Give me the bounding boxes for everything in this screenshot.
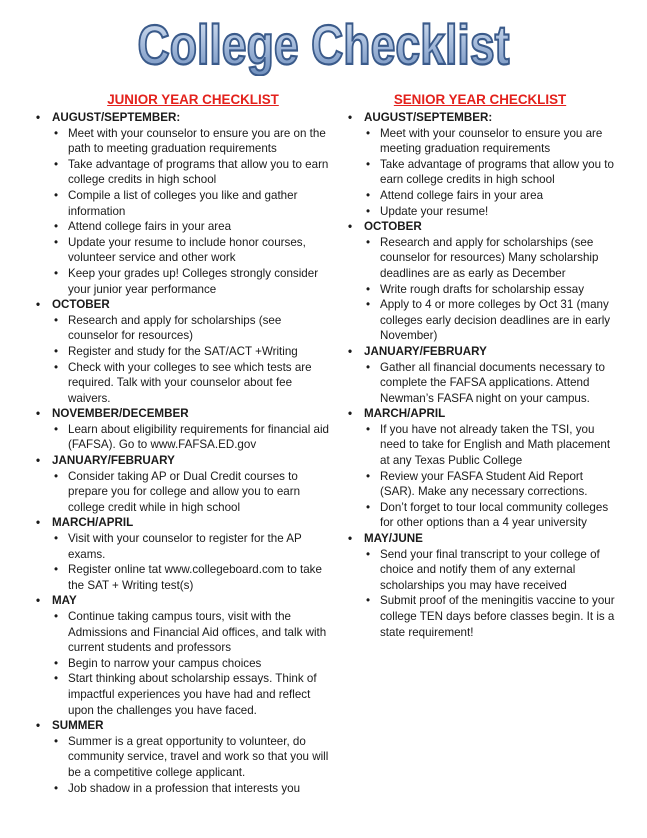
checklist-item: • Gather all financial documents necessary to complete the FAFSA applications. Attend Newman’s FASFA night on your campus. — [364, 360, 616, 407]
checklist-items — [364, 360, 616, 407]
checklist-item: • Update your resume! — [364, 204, 616, 220]
checklist-item: • If you have not already taken the TSI, you need to take for English and Math placement at any Texas Public College — [364, 422, 616, 469]
senior-sections — [344, 110, 616, 640]
section-title: • JANUARY/FEBRUARY — [52, 454, 175, 468]
section-title: • AUGUST/SEPTEMBER: — [364, 111, 493, 124]
checklist-items — [52, 422, 332, 453]
checklist-items — [52, 531, 332, 593]
checklist-item: • Attend college fairs in your area — [364, 188, 616, 204]
checklist-item: • Visit with your counselor to register for the AP exams. — [52, 531, 332, 562]
junior-section — [32, 406, 332, 453]
checklist-item: • Learn about eligibility requirements for financial aid (FAFSA). Go to www.FAFSA.ED.gov — [52, 422, 332, 453]
checklist-item: • Compile a list of colleges you like and gather information — [52, 188, 332, 219]
junior-section — [32, 718, 332, 796]
section-title: • MAY — [52, 594, 77, 608]
checklist-items — [364, 422, 616, 531]
checklist-item: • Apply to 4 or more colleges by Oct 31 (many colleges early decision deadlines are in early November) — [364, 297, 616, 344]
junior-section — [32, 515, 332, 593]
checklist-item: • Update your resume to include honor courses, volunteer service and other work — [52, 235, 332, 266]
section-title: • AUGUST/SEPTEMBER: — [52, 111, 181, 124]
senior-section — [344, 344, 616, 406]
section-title: • JANUARY/FEBRUARY — [364, 344, 487, 358]
section-title: • NOVEMBER/DECEMBER — [52, 407, 189, 421]
checklist-item: • Submit proof of the meningitis vaccine to your college TEN days before classes begin. It is a state requirement! — [364, 593, 616, 640]
checklist-item: • Register and study for the SAT/ACT +Writing — [52, 344, 332, 360]
checklist-items — [364, 126, 616, 220]
section-title: • MARCH/APRIL — [364, 407, 446, 421]
senior-section — [344, 110, 616, 219]
junior-column — [32, 92, 332, 796]
checklist-item: • Begin to narrow your campus choices — [52, 656, 332, 672]
senior-column — [344, 92, 616, 640]
checklist-item: • Don’t forget to tour local community colleges for other options than a 4 year university — [364, 500, 616, 531]
section-title: • OCTOBER — [364, 220, 422, 234]
checklist-item: • Check with your colleges to see which tests are required. Talk with your counselor about fee waivers. — [52, 360, 332, 407]
checklist-items — [52, 469, 332, 516]
checklist-item: • Job shadow in a profession that interests you — [52, 781, 332, 797]
checklist-item: • Take advantage of programs that allow you to earn college credits in high school — [364, 157, 616, 188]
checklist-item: • Attend college fairs in your area — [52, 219, 332, 235]
page-title-banner — [0, 6, 647, 76]
page-title: College Checklist — [137, 13, 510, 76]
checklist-items — [364, 547, 616, 641]
checklist-item: • Continue taking campus tours, visit with the Admissions and Financial Aid offices, and talk with current students and professors — [52, 609, 332, 656]
checklist-item: • Consider taking AP or Dual Credit courses to prepare you for college and allow you to earn college credit while in high school — [52, 469, 332, 516]
checklist-item: • Send your final transcript to your college of choice and notify them of any external scholarships you may have received — [364, 547, 616, 594]
checklist-item: • Keep your grades up! Colleges strongly consider your junior year performance — [52, 266, 332, 297]
checklist-item: • Research and apply for scholarships (see counselor for resources) — [52, 313, 332, 344]
checklist-item: • Take advantage of programs that allow you to earn college credits in high school — [52, 157, 332, 188]
section-title: • SUMMER — [52, 719, 104, 733]
senior-section — [344, 219, 616, 344]
checklist-item: • Write rough drafts for scholarship essay — [364, 282, 616, 298]
junior-section — [32, 110, 332, 297]
checklist-items — [364, 235, 616, 344]
checklist-item: • Research and apply for scholarships (see counselor for resources) Many scholarship deadlines are as early as December — [364, 235, 616, 282]
section-title: • MARCH/APRIL — [52, 516, 134, 530]
junior-section — [32, 453, 332, 515]
senior-section — [344, 406, 616, 531]
checklist-item: • Start thinking about scholarship essays. Think of impactful experiences you have had and reflect upon the challenges you have faced. — [52, 671, 332, 718]
section-title: • MAY/JUNE — [364, 532, 423, 546]
junior-section — [32, 297, 332, 406]
senior-section — [344, 531, 616, 640]
junior-section — [32, 593, 332, 718]
checklist-items — [52, 313, 332, 407]
junior-heading: JUNIOR YEAR CHECKLIST — [107, 92, 279, 107]
checklist-items — [52, 609, 332, 718]
section-title: • OCTOBER — [52, 298, 110, 312]
junior-sections — [32, 110, 332, 796]
checklist-item: • Register online tat www.collegeboard.com to take the SAT + Writing test(s) — [52, 562, 332, 593]
checklist-item: • Summer is a great opportunity to volunteer, do community service, travel and work so that you will be a competitive college applicant. — [52, 734, 332, 781]
checklist-item: • Review your FASFA Student Aid Report (SAR). Make any necessary corrections. — [364, 469, 616, 500]
senior-heading: SENIOR YEAR CHECKLIST — [393, 92, 567, 107]
checklist-item: • Meet with your counselor to ensure you are meeting graduation requirements — [364, 126, 616, 157]
checklist-item: • Meet with your counselor to ensure you are on the path to meeting graduation requirements — [52, 126, 332, 157]
checklist-items — [52, 734, 332, 796]
checklist-items — [52, 126, 332, 298]
